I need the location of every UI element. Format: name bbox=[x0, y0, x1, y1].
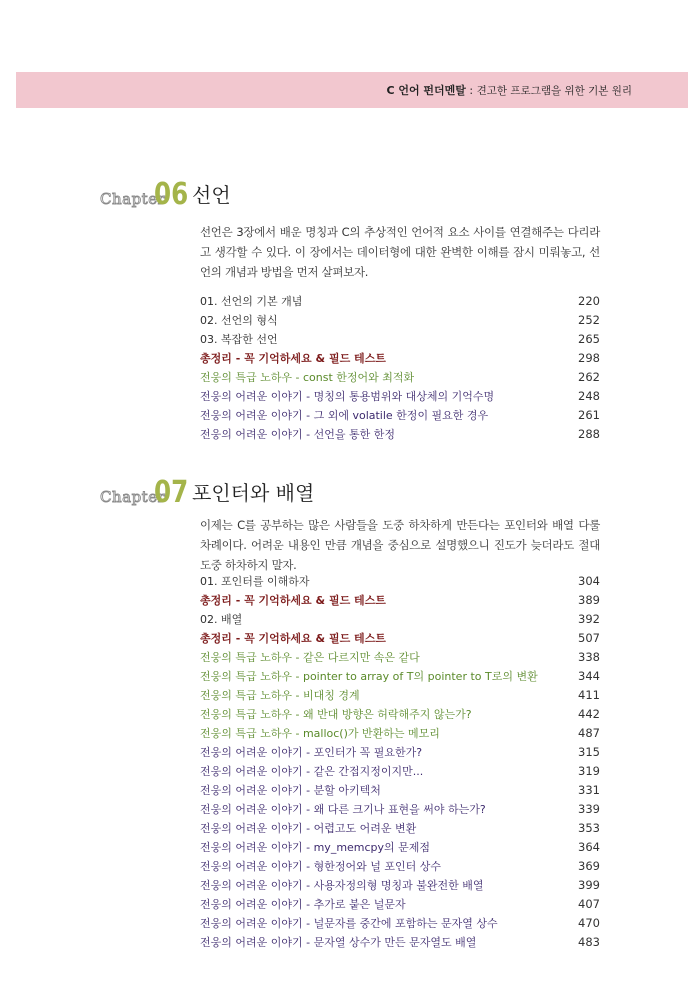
toc-entry bbox=[200, 838, 600, 857]
toc-entry-page: 364 bbox=[578, 840, 600, 854]
running-header bbox=[16, 72, 688, 108]
chapter-07-intro: 이제는 C를 공부하는 많은 사람들을 도중 하차하게 만든다는 포인터와 배열 다룰 차례이다. 어려운 내용인 만큼 개념을 중심으로 설명했으니 진도가 늦더라도 절대 도중 하차하지 말자. bbox=[200, 518, 600, 572]
toc-entry-page: 339 bbox=[578, 802, 600, 816]
toc-entry-title: 전웅의 특급 노하우 - pointer to array of T의 pointer to T로의 변환 bbox=[200, 670, 538, 683]
toc-entry-page: 344 bbox=[578, 669, 600, 683]
book-subtitle: 견고한 프로그램을 위한 기본 원리 bbox=[476, 85, 632, 97]
toc-entry-page: 220 bbox=[578, 294, 600, 308]
toc-entry-page: 411 bbox=[578, 688, 600, 702]
toc-entry bbox=[200, 387, 600, 406]
chapter-06-toc bbox=[200, 292, 600, 444]
toc-entry-title: 전웅의 어려운 이야기 - 포인터가 꼭 필요한가? bbox=[200, 746, 423, 759]
toc-entry-page: 392 bbox=[578, 612, 600, 626]
toc-entry-title: 전웅의 어려운 이야기 - 그 외에 volatile 한정이 필요한 경우 bbox=[200, 409, 489, 422]
toc-entry-title: 01. 포인터를 이해하자 bbox=[200, 575, 310, 588]
toc-entry-title: 총정리 - 꼭 기억하세요 & 필드 테스트 bbox=[200, 594, 386, 607]
toc-entry-page: 298 bbox=[578, 351, 600, 365]
toc-entry-title: 총정리 - 꼭 기억하세요 & 필드 테스트 bbox=[200, 632, 386, 645]
header-separator: : bbox=[465, 84, 477, 97]
toc-entry-title: 전웅의 특급 노하우 - 비대칭 경계 bbox=[200, 689, 360, 702]
toc-entry-title: 총정리 - 꼭 기억하세요 & 필드 테스트 bbox=[200, 352, 386, 365]
toc-entry-title: 전웅의 특급 노하우 - 왜 반대 방향은 허락해주지 않는가? bbox=[200, 708, 472, 721]
toc-entry bbox=[200, 406, 600, 425]
toc-entry bbox=[200, 724, 600, 743]
toc-entry-page: 262 bbox=[578, 370, 600, 384]
toc-entry-title: 02. 배열 bbox=[200, 613, 243, 626]
chapter-07-toc bbox=[200, 572, 600, 952]
toc-entry bbox=[200, 292, 600, 311]
toc-entry-title: 전웅의 어려운 이야기 - 문자열 상수가 만든 문자열도 배열 bbox=[200, 936, 477, 949]
toc-entry-page: 319 bbox=[578, 764, 600, 778]
toc-entry-page: 288 bbox=[578, 427, 600, 441]
toc-entry-title: 전웅의 특급 노하우 - const 한정어와 최적화 bbox=[200, 371, 415, 384]
toc-entry bbox=[200, 610, 600, 629]
toc-entry-page: 407 bbox=[578, 897, 600, 911]
toc-entry bbox=[200, 933, 600, 952]
toc-entry bbox=[200, 876, 600, 895]
running-header-text bbox=[386, 82, 632, 98]
toc-entry-page: 507 bbox=[578, 631, 600, 645]
toc-entry-page: 399 bbox=[578, 878, 600, 892]
toc-entry-page: 353 bbox=[578, 821, 600, 835]
toc-entry bbox=[200, 349, 600, 368]
toc-entry bbox=[200, 572, 600, 591]
chapter-label: Chapter bbox=[100, 190, 166, 208]
toc-entry-title: 전웅의 어려운 이야기 - 추가로 붙은 널문자 bbox=[200, 898, 406, 911]
toc-entry-title: 전웅의 특급 노하우 - malloc()가 반환하는 메모리 bbox=[200, 727, 440, 740]
toc-entry bbox=[200, 648, 600, 667]
toc-entry-title: 전웅의 어려운 이야기 - 선언을 통한 한정 bbox=[200, 428, 395, 441]
toc-entry bbox=[200, 705, 600, 724]
toc-entry-page: 483 bbox=[578, 935, 600, 949]
book-title: C 언어 펀더멘탈 bbox=[386, 84, 466, 97]
toc-entry-page: 304 bbox=[578, 574, 600, 588]
toc-entry bbox=[200, 629, 600, 648]
chapter-number: 06 bbox=[154, 177, 189, 212]
toc-entry-title: 02. 선언의 형식 bbox=[200, 314, 278, 327]
toc-entry-title: 전웅의 어려운 이야기 - 사용자정의형 명칭과 불완전한 배열 bbox=[200, 879, 484, 892]
toc-entry bbox=[200, 686, 600, 705]
chapter-title: 포인터와 배열 bbox=[192, 481, 315, 505]
toc-entry bbox=[200, 895, 600, 914]
toc-entry-page: 369 bbox=[578, 859, 600, 873]
toc-entry-page: 442 bbox=[578, 707, 600, 721]
toc-entry bbox=[200, 914, 600, 933]
chapter-title: 선언 bbox=[192, 183, 231, 207]
chapter-06-intro: 선언은 3장에서 배운 명칭과 C의 추상적인 언어적 요소 사이를 연결해주는 다리라고 생각할 수 있다. 이 장에서는 데이터형에 대한 완벽한 이해를 잠시 미뤄놓고, 선언의 개념과 방법을 먼저 살펴보자. bbox=[200, 225, 600, 279]
toc-entry-page: 265 bbox=[578, 332, 600, 346]
toc-entry-title: 전웅의 어려운 이야기 - 분할 아키텍처 bbox=[200, 784, 381, 797]
toc-entry bbox=[200, 743, 600, 762]
toc-entry-title: 전웅의 특급 노하우 - 같은 다르지만 속은 같다 bbox=[200, 651, 420, 664]
toc-entry-page: 389 bbox=[578, 593, 600, 607]
toc-entry-page: 470 bbox=[578, 916, 600, 930]
toc-entry bbox=[200, 857, 600, 876]
toc-entry-title: 전웅의 어려운 이야기 - 같은 간접지정이지만... bbox=[200, 765, 424, 778]
toc-entry-page: 487 bbox=[578, 726, 600, 740]
toc-entry bbox=[200, 591, 600, 610]
toc-entry-page: 315 bbox=[578, 745, 600, 759]
toc-entry bbox=[200, 667, 600, 686]
toc-entry bbox=[200, 368, 600, 387]
toc-entry-page: 338 bbox=[578, 650, 600, 664]
chapter-label: Chapter bbox=[100, 488, 166, 506]
toc-entry-title: 전웅의 어려운 이야기 - 형한정어와 널 포인터 상수 bbox=[200, 860, 441, 873]
toc-entry bbox=[200, 819, 600, 838]
toc-entry-page: 331 bbox=[578, 783, 600, 797]
toc-entry bbox=[200, 311, 600, 330]
toc-entry-page: 252 bbox=[578, 313, 600, 327]
toc-entry bbox=[200, 330, 600, 349]
chapter-number: 07 bbox=[154, 475, 189, 510]
toc-entry-title: 전웅의 어려운 이야기 - 명칭의 통용범위와 대상체의 기억수명 bbox=[200, 390, 495, 403]
toc-entry-title: 전웅의 어려운 이야기 - my_memcpy의 문제점 bbox=[200, 841, 431, 854]
toc-entry-title: 전웅의 어려운 이야기 - 어렵고도 어려운 변환 bbox=[200, 822, 417, 835]
toc-entry-title: 전웅의 어려운 이야기 - 왜 다른 크기나 표현을 써야 하는가? bbox=[200, 803, 486, 816]
toc-entry-title: 01. 선언의 기본 개념 bbox=[200, 295, 303, 308]
toc-entry-page: 248 bbox=[578, 389, 600, 403]
toc-entry bbox=[200, 781, 600, 800]
toc-entry-title: 03. 복잡한 선언 bbox=[200, 333, 278, 346]
toc-entry bbox=[200, 762, 600, 781]
toc-entry-page: 261 bbox=[578, 408, 600, 422]
toc-entry bbox=[200, 800, 600, 819]
toc-entry-title: 전웅의 어려운 이야기 - 널문자를 중간에 포함하는 문자열 상수 bbox=[200, 917, 498, 930]
toc-entry bbox=[200, 425, 600, 444]
